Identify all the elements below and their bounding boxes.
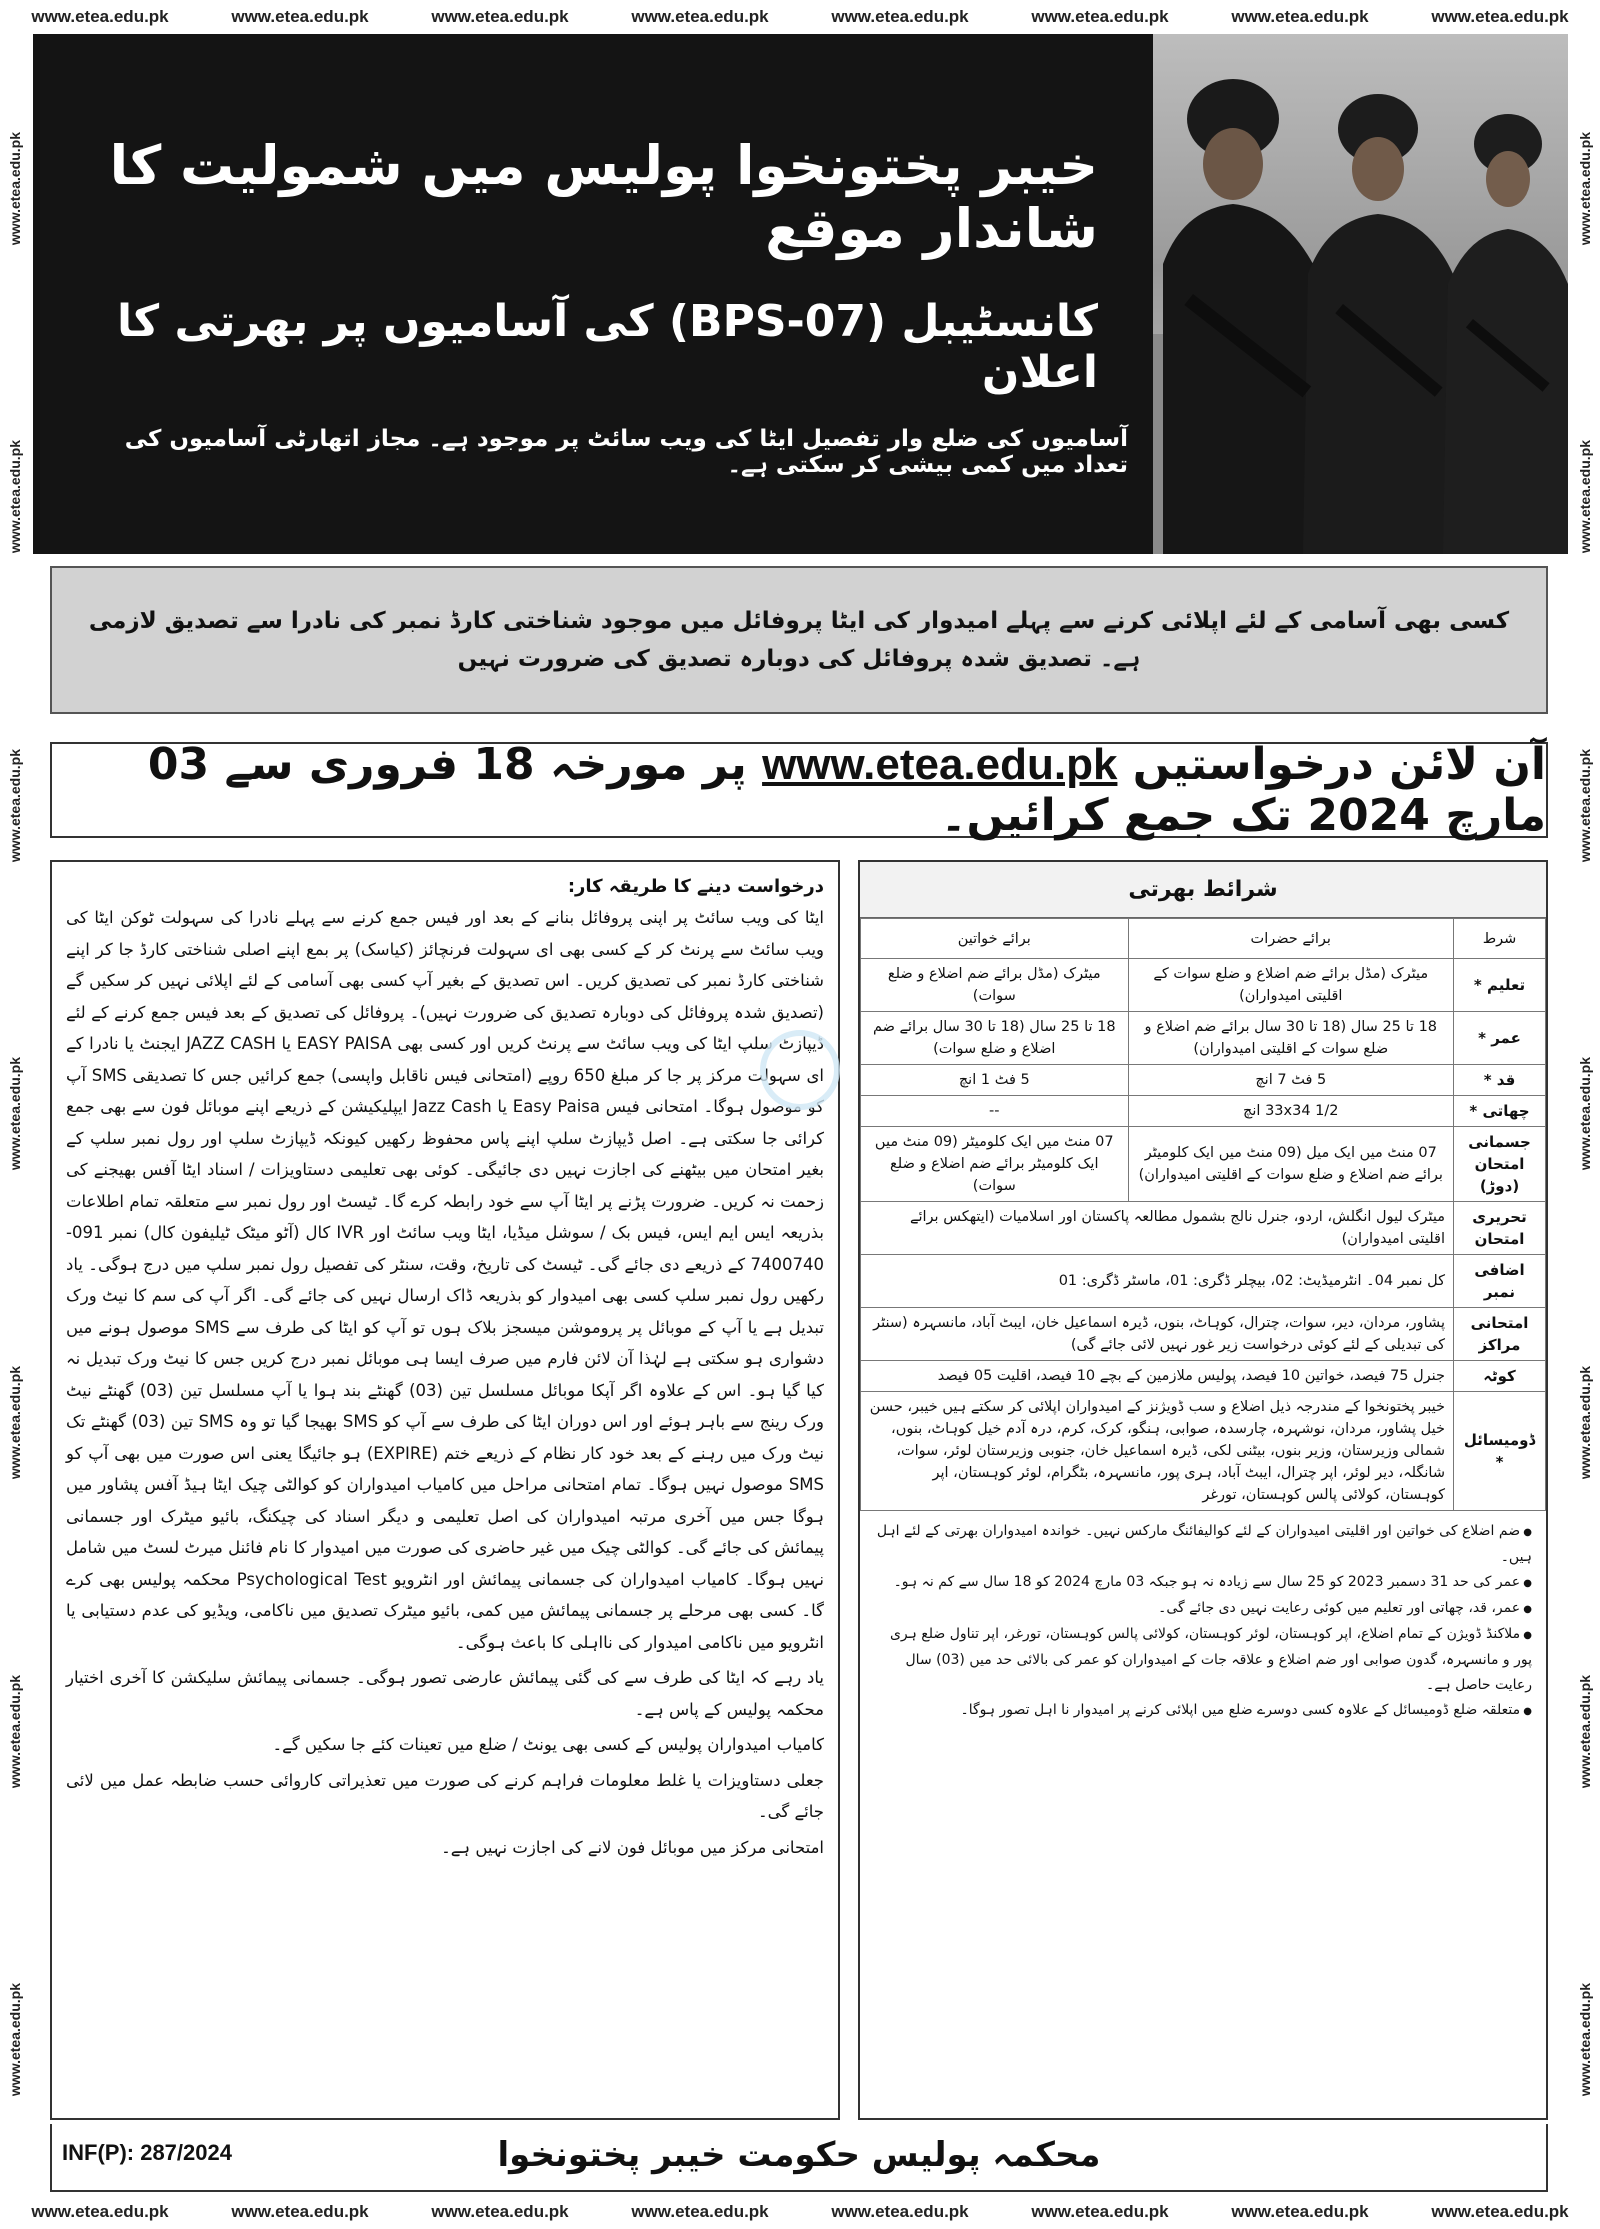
table-row: [861, 1202, 1546, 1255]
women-value: 18 تا 25 سال (18 تا 30 سال برائے ضم اضلاع و ضلع سوات): [861, 1012, 1129, 1065]
men-value: 18 تا 25 سال (18 تا 30 سال برائے ضم اضلاع و ضلع سوات کے اقلیتی امیدواران): [1128, 1012, 1453, 1065]
banner-note: آسامیوں کی ضلع وار تفصیل ایٹا کی ویب سائٹ پر موجود ہے۔ مجاز اتھارٹی آسامیوں کی تعداد میں کمی بیشی کر سکتی ہے۔: [124, 426, 1128, 478]
apply-text: [52, 739, 1546, 841]
department-name: محکمہ پولیس حکومت خیبر پختونخوا: [497, 2135, 1101, 2175]
table-row: [861, 1255, 1546, 1308]
watermark-right: www.etea.edu.pk www.etea.edu.pk www.etea.edu.pk www.etea.edu.pk www.etea.edu.pk www.etea.edu.pk www.etea.edu.pk: [1577, 131, 1593, 2097]
recruitment-conditions: [858, 860, 1548, 2120]
etea-logo-watermark: [760, 1030, 840, 1110]
apply-url-link[interactable]: www.etea.edu.pk: [762, 740, 1118, 789]
written-test-value: میٹرک لیول انگلش، اردو، جنرل نالج بشمول مطالعہ پاکستان اور اسلامیات (ایتھکس برائے اقلیتی امیدواران): [861, 1202, 1454, 1255]
criterion-physical-test: جسمانی امتحان (دوڑ): [1454, 1127, 1546, 1202]
procedure-paragraph: ایٹا کی ویب سائٹ پر اپنی پروفائل بنانے کے بعد اور فیس جمع کرنے سے پہلے نادرا کی سہولت ٹوکن ایٹا کی ویب سائٹ سے پرنٹ کر کے کسی بھی ای سہولت فرنچائز (کیاسک) پر بمع اپنے اصلی شناختی کارڈ جا کر اپنے شناختی کارڈ نمبر کی تصدیق کریں۔ اس تصدیق کے بغیر آپ کسی بھی آسامی کے لئے اپلائی نہیں کر سکیں گے (تصدیق شدہ پروفائل کی دوبارہ تصدیق کی ضرورت نہیں)۔ پروفائل کی تصدیق کے بعد فیس جمع کرنے کے لئے ڈیپازٹ سلپ ایٹا کی ویب سائٹ سے پرنٹ کریں اور کسی بھی EASY PAISA یا JAZZ CASH ایجنٹ یا نادرا کے ای سہولت مرکز پر جا کر مبلغ 650 روپے (امتحانی فیس ناقابل واپسی) جمع کرائیں جس کا تصدیقی SMS آپ کو موصول ہوگا۔ امتحانی فیس Easy Paisa یا Jazz Cash ایپلیکیشن کے ذریعے اپنے موبائل فون سے بھی جمع کرائی جا سکتی ہے۔ اصل ڈیپازٹ سلپ اپنے پاس محفوظ رکھیں کیونکہ ڈیپازٹ سلپ اور رول نمبر سلپ کے بغیر امتحان میں بیٹھنے کی اجازت نہیں دی جائیگی۔ کوئی بھی تعلیمی دستاویزات / اسناد ایٹا آفس بھیجنے کی زحمت نہ کریں۔ ضرورت پڑنے پر ایٹا آپ سے خود رابطہ کرے گا۔ ٹیسٹ اور رول نمبر سے متعلقہ تمام اطلاعات بذریعہ ایس ایم ایس، فیس بک / سوشل میڈیا، ایٹا ویب سائٹ اور IVR کال (آٹو میٹک ٹیلیفون کال) نمبر 091-7400740 کے ذریعے دی جائے گی۔ ٹیسٹ کی تاریخ، وقت، سنٹر کی تفصیل رول نمبر سلپ میں درج ہوگی۔ یاد رکھیں رول نمبر سلپ کسی بھی امیدوار کو بذریعہ ڈاک ارسال نہیں کی جائے گی۔ اگر آپ کی سم کا نیٹ ورک تبدیل ہے یا آپ کے موبائل پر پروموشن میسجز بلاک ہوں تو آپ کو ایٹا کی طرف سے SMS موصول ہونے میں دشواری ہو سکتی ہے لہٰذا آن لائن فارم میں صرف ایسا ہی موبائل نمبر درج کریں جس کا نیٹ ورک تبدیل نہ کیا گیا ہو۔ اس کے علاوہ اگر آپکا موبائل مسلسل تین (03) گھنٹے بند ہوا یا آپ مسلسل تین (03) گھنٹے نیٹ ورک رینج سے باہر ہوئے اور اس دوران ایٹا کی طرف سے آپ کو SMS بھیجا گیا تو وہ SMS تین (03) گھنٹے تک نیٹ ورک میں رہنے کے بعد خود کار نظام کے ذریعے ختم (EXPIRE) ہو جائیگا یعنی اس صورت میں بھی آپ کو SMS موصول نہیں ہوگا۔ تمام امتحانی مراحل میں کامیاب امیدواران کو کوالٹی چیک ایٹا ہیڈ آفس پشاور میں ہوگا جس میں آخری مرتبہ امیدواران کی اصل تعلیمی و دیگر اسناد کی چیکنگ، بائیو میٹرک اور جسمانی پیمائش کی جائے گی۔ کوالٹی چیک میں غیر حاضری کی صورت میں امیدوار کا نام فائنل میرٹ لسٹ میں شامل نہیں ہوگا۔ کامیاب امیدواران کی جسمانی پیمائش اور انٹرویو Psychological Test محکمہ پولیس بھی کرے گا۔ کسی بھی مرحلے پر جسمانی پیمائش میں کمی، بائیو میٹرک تصدیق میں ناکامی، ویڈیو کی عدم دستیابی یا انٹرویو میں ناکامی امیدوار کی نااہلی کا باعث ہوگی۔: [66, 908, 825, 1652]
criterion-age: عمر *: [1454, 1012, 1546, 1065]
extra-marks-value: کل نمبر 04۔ انٹرمیڈیٹ: 02، بیچلر ڈگری: 01، ماسٹر ڈگری: 01: [861, 1255, 1454, 1308]
women-value: --: [861, 1096, 1129, 1127]
men-value: 5 فٹ 7 انچ: [1128, 1065, 1453, 1096]
table-row: [861, 959, 1546, 1012]
note-item: ● ملاکنڈ ڈویژن کے تمام اضلاع، اپر کوہستان، لوئر کوہستان، کولائی پالس کوہستان، تورغر، اپر تناول ضلع ہری پور و مانسہرہ، گدون صوابی اور ضم اضلاع و علاقہ جات کے امیدواران کو عمر کی بالائی حد میں (03) سال رعایت حاصل ہے۔: [874, 1622, 1532, 1698]
col-criterion: شرط: [1454, 919, 1546, 959]
header-banner: [33, 34, 1568, 554]
procedure-title: درخواست دینے کا طریقہ کار:: [567, 876, 824, 897]
apply-online-banner: [50, 739, 1548, 841]
criterion-height: قد *: [1454, 1065, 1546, 1096]
table-row: [861, 1127, 1546, 1202]
criterion-quota: کوٹہ: [1454, 1361, 1546, 1392]
men-value: میٹرک (مڈل برائے ضم اضلاع و ضلع سوات کے اقلیتی امیدواران): [1128, 959, 1453, 1012]
note-item: ● ضم اضلاع کی خواتین اور اقلیتی امیدواران کے لئے کوالیفائنگ مارکس نہیں۔ خواندہ امیدواران بھرتی کے لئے اہل ہیں۔: [874, 1519, 1532, 1570]
men-value: 33x34 1/2 انچ: [1128, 1096, 1453, 1127]
conditions-table: [860, 918, 1546, 1511]
criterion-domicile: ڈومیسائل *: [1454, 1392, 1546, 1511]
note-item: ● متعلقہ ضلع ڈومیسائل کے علاوہ کسی دوسرے ضلع میں اپلائی کرنے پر امیدوار نا اہل تصور ہوگا۔: [874, 1698, 1532, 1724]
procedure-paragraph: کامیاب امیدواران پولیس کے کسی بھی یونٹ / ضلع میں تعینات کئے جا سکیں گے۔: [272, 1735, 824, 1754]
domicile-value: خیبر پختونخوا کے مندرجہ ذیل اضلاع و سب ڈویژنز کے امیدواران اپلائی کر سکتے ہیں خیبر، حسن خیل پشاور، مردان، نوشہرہ، چارسدہ، صوابی، ہنگو، کرک، کرم، درہ آدم خیل کوہاٹ، بنوں، شمالی وزیرستان، وزیر بنوں، بیٹنی لکی، ڈیرہ اسماعیل خان، جنوبی وزیرستان لوئر، سوات، شانگلہ، دیر لوئر، اپر چترال، ایبٹ آباد، ہری پور، مانسہرہ، بٹگرام، لوئر کوہستان، اپر کوہستان، کولائی پالس کوہستان، تورغر: [861, 1392, 1454, 1511]
note-item: ● عمر، قد، چھاتی اور تعلیم میں کوئی رعایت نہیں دی جائے گی۔: [874, 1596, 1532, 1622]
table-row: [861, 1361, 1546, 1392]
footer: [50, 2124, 1548, 2192]
table-header-row: [861, 919, 1546, 959]
note-item: ● عمر کی حد 31 دسمبر 2023 کو 25 سال سے زیادہ نہ ہو جبکہ 03 مارچ 2024 کو 18 سال سے کم نہ ہو۔: [874, 1570, 1532, 1596]
col-women: برائے خواتین: [861, 919, 1129, 959]
criterion-education: تعلیم *: [1454, 959, 1546, 1012]
verification-notice: [50, 566, 1548, 714]
watermark-left: www.etea.edu.pk www.etea.edu.pk www.etea.edu.pk www.etea.edu.pk www.etea.edu.pk www.etea.edu.pk www.etea.edu.pk: [7, 131, 23, 2097]
verification-text: کسی بھی آسامی کے لئے اپلائی کرنے سے پہلے امیدوار کی ایٹا پروفائل میں موجود شناختی کارڈ نمبر کی نادرا سے تصدیق لازمی ہے۔ تصدیق شدہ پروفائل کی دوبارہ تصدیق کی ضرورت نہیں: [88, 608, 1510, 672]
men-value: 07 منٹ میں ایک میل (09 منٹ میں ایک کلومیٹر برائے ضم اضلاع و ضلع سوات کے اقلیتی امیدواران): [1128, 1127, 1453, 1202]
women-value: میٹرک (مڈل برائے ضم اضلاع و ضلع سوات): [861, 959, 1129, 1012]
criterion-chest: چھاتی *: [1454, 1096, 1546, 1127]
procedure-paragraph: یاد رہے کہ ایٹا کی طرف سے کی گئی پیمائش عارضی تصور ہوگی۔ جسمانی پیمائش سلیکشن کا آخری اختیار محکمہ پولیس کے پاس ہے۔: [66, 1668, 824, 1719]
women-value: 07 منٹ میں ایک کلومیٹر (09 منٹ میں ایک کلومیٹر برائے ضم اضلاع و ضلع سوات): [861, 1127, 1129, 1202]
procedure-paragraph: امتحانی مرکز میں موبائل فون لانے کی اجازت نہیں ہے۔: [441, 1837, 824, 1857]
inf-number: INF(P): 287/2024: [62, 2140, 232, 2165]
apply-after: پر مورخہ 18 فروری سے 03 مارچ 2024 تک جمع کرائیں۔: [147, 739, 1546, 841]
women-value: 5 فٹ 1 انچ: [861, 1065, 1129, 1096]
conditions-notes: [860, 1511, 1546, 1732]
quota-value: جنرل 75 فیصد، خواتین 10 فیصد، پولیس ملازمین کے بچے 10 فیصد، اقلیت 05 فیصد: [861, 1361, 1454, 1392]
apply-before: آن لائن درخواستیں: [1132, 739, 1546, 790]
banner-title: خیبر پختونخوا پولیس میں شمولیت کا شاندار موقع: [109, 134, 1098, 260]
col-men: برائے حضرات: [1128, 919, 1453, 959]
banner-subtitle: کانسٹیبل (BPS-07) کی آسامیوں پر بھرتی کا اعلان: [117, 296, 1098, 398]
exam-centers-value: پشاور، مردان، دیر، سوات، چترال، کوہاٹ، بنوں، ڈیرہ اسماعیل خان، ایبٹ آباد، مانسہرہ (سنٹر کی تبدیلی کے لئے کوئی درخواست زیر غور نہیں لائی جائے گی): [861, 1308, 1454, 1361]
application-procedure: [50, 860, 840, 2120]
criterion-written-test: تحریری امتحان: [1454, 1202, 1546, 1255]
conditions-title: شرائط بھرتی: [860, 862, 1546, 918]
criterion-exam-centers: امتحانی مراکز: [1454, 1308, 1546, 1361]
table-row: [861, 1012, 1546, 1065]
table-row: [861, 1096, 1546, 1127]
table-row: [861, 1308, 1546, 1361]
table-row: [861, 1392, 1546, 1511]
table-row: [861, 1065, 1546, 1096]
procedure-paragraph: جعلی دستاویزات یا غلط معلومات فراہم کرنے کی صورت میں تعذیراتی کاروائی حسب ضابطہ عمل میں لائی جائے گی۔: [66, 1770, 824, 1821]
criterion-extra-marks: اضافی نمبر: [1454, 1255, 1546, 1308]
police-commandos-photo: [1153, 34, 1568, 554]
watermark-bottom: www.etea.edu.pk www.etea.edu.pk www.etea.edu.pk www.etea.edu.pk www.etea.edu.pk www.etea.edu.pk www.etea.edu.pk www.etea.edu.pk: [31, 2202, 1569, 2221]
watermark-top: www.etea.edu.pk www.etea.edu.pk www.etea.edu.pk www.etea.edu.pk www.etea.edu.pk www.etea.edu.pk www.etea.edu.pk www.etea.edu.pk: [31, 7, 1569, 26]
